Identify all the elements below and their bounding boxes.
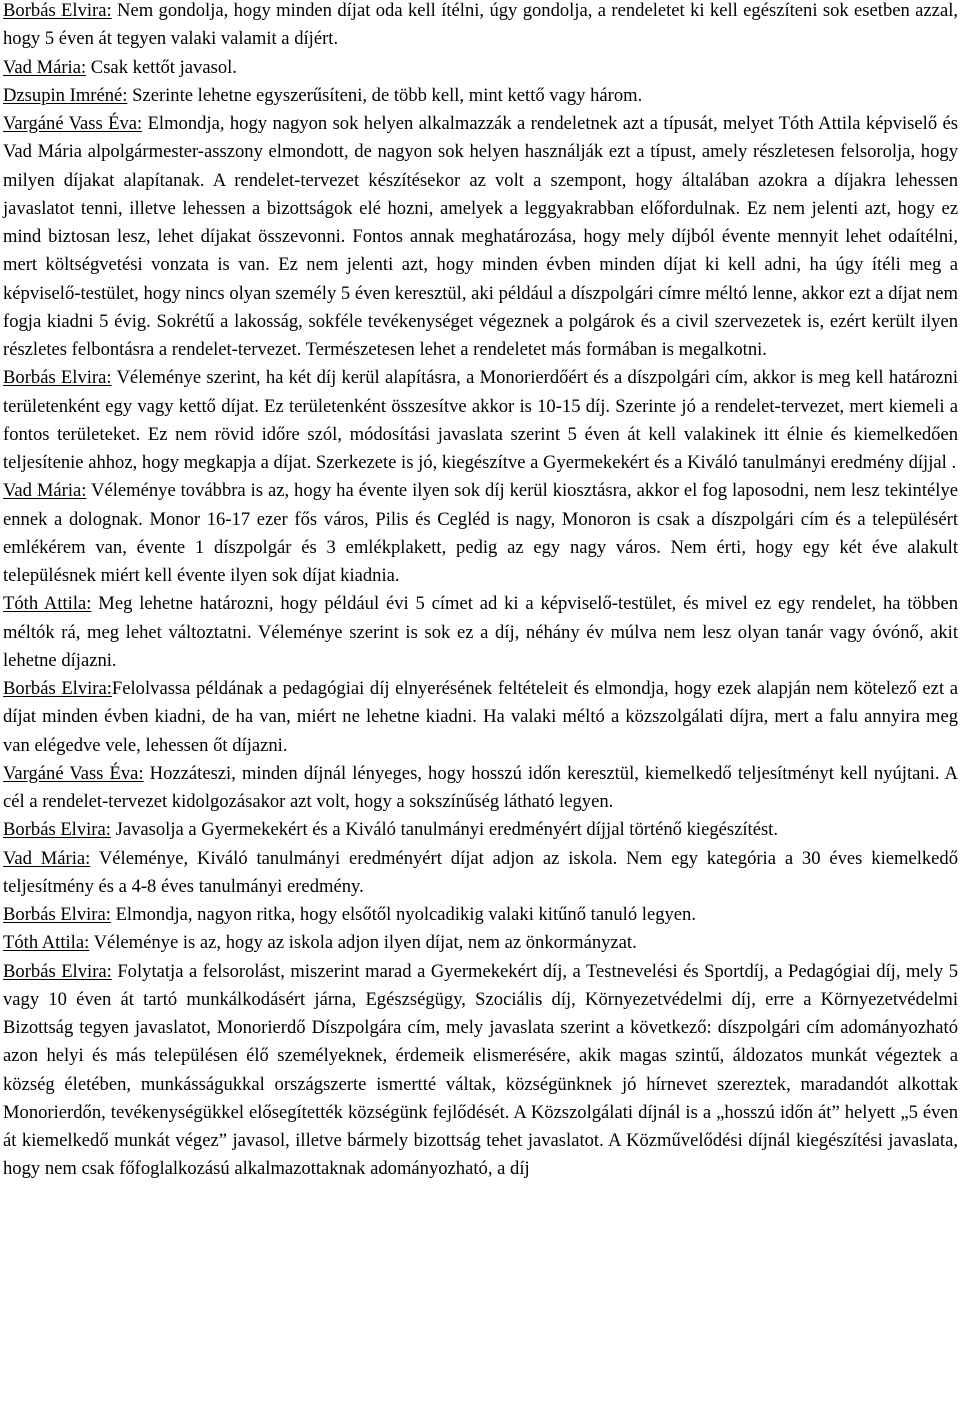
paragraph	[3, 760, 958, 817]
paragraph	[3, 0, 958, 54]
speaker-name: Vad Mária:	[3, 56, 87, 78]
speaker-name: Vargáné Vass Éva:	[3, 762, 144, 784]
speaker-name: Tóth Attila:	[3, 932, 90, 954]
speaker-name: Vad Mária:	[3, 480, 87, 502]
paragraph	[3, 477, 958, 590]
paragraph-text: Javasolja a Gyermekekért és a Kiváló tanulmányi eredményért díjjal történő kiegészítést.	[115, 819, 778, 841]
paragraph	[3, 675, 958, 760]
speaker-name: Borbás Elvira:	[3, 678, 112, 699]
speaker-name: Vad Mária:	[3, 847, 91, 869]
paragraph-text: Véleménye is az, hogy az iskola adjon ilyen díjat, nem az önkormányzat.	[93, 932, 637, 954]
speaker-name: Borbás Elvira:	[3, 960, 112, 982]
speaker-name: Borbás Elvira:	[3, 367, 112, 389]
paragraph-text: Elmondja, hogy nagyon sok helyen alkalmazzák a rendeletnek azt a típusát, melyet Tóth Attila képviselő és Vad Mária alpolgármester-asszony elmondott, de nagyon sok helyen használják ezt a típust, amely részletesen felsorolja, hogy milyen díjakat alapítanak. A rendelet-tervezet készítésekor az volt a szempont, hogy általában azokra a díjakra lehessen javaslatot tenni, illetve lehessen a bizottságok elé hozni, amelyek a leggyakrabban előfordulnak. Ez nem jelenti azt, hogy ez mind biztosan lesz, lehet díjakat összevonni. Fontos annak meghatározása, hogy mely díjból évente mennyit lehet odaítélni, mert költségvetési vonzata is van. Ez nem jelenti azt, hogy minden évben minden díjat ki kell adni, ha úgy ítéli meg a képviselő-testület, hogy nincs olyan személy 5 éven keresztül, aki például a díszpolgári címre méltó lenne, akkor ezt a díjat nem fogja kiadni 5 évig. Sokrétű a lakosság, sokféle tevékenységet végeznek a polgárok és a civil szervezetek is, ezért került ilyen részletes felbontásra a rendelet-tervezet. Természetesen lehet a rendeletet más formában is megalkotni.	[3, 113, 959, 360]
speaker-name: Dzsupin Imréné:	[3, 84, 128, 106]
paragraph-text: Véleménye, Kiváló tanulmányi eredményért díjat adjon az iskola. Nem egy kategória a 30 éves kiemelkedő teljesítmény és a 4-8 éves tanulmányi eredmény.	[3, 847, 959, 897]
paragraph-text: Felolvassa példának a pedagógiai díj elnyerésének feltételeit és elmondja, hogy ezek alapján nem kötelező ezt a díjat minden évben kiadni, de ha van, miért ne lehetne kiadni. Ha valaki méltó a közszolgálati díjra, mert a falu annyira meg van elégedve vele, lehessen őt díjazni.	[3, 678, 958, 756]
paragraph-text: Meg lehetne határozni, hogy például évi 5 címet ad ki a képviselő-testület, és mivel ez egy rendelet, ha többen méltók rá, meg lehet változtatni. Véleménye szerint is sok ez a díj, néhány év múlva nem lesz olyan tanár vagy óvónő, akit lehetne díjazni.	[3, 593, 958, 671]
paragraph-text: Véleménye továbbra is az, hogy ha évente ilyen sok díj kerül kiosztásra, akkor el fog laposodni, nem lesz tekintélye ennek a dolognak. Monor 16-17 ezer fős város, Pilis és Cegléd is nagy, Monoron is csak a díszpolgári cím és a településért emlékérem van, évente 1 díszpolgár és 3 emlékplakett, pedig az egy nagy város. Nem érti, hogy egy két éve alakult településnek miért kell évente ilyen sok díjat kiadnia.	[3, 480, 958, 586]
speaker-name: Borbás Elvira:	[3, 0, 112, 21]
speaker-name: Tóth Attila:	[3, 593, 92, 615]
paragraph	[3, 364, 958, 477]
paragraph	[3, 110, 958, 364]
speaker-name: Borbás Elvira:	[3, 904, 111, 925]
paragraph	[3, 82, 958, 110]
speaker-gap	[90, 848, 99, 869]
paragraph	[3, 816, 958, 844]
paragraph-text: Hozzáteszi, minden díjnál lényeges, hogy hosszú időn keresztül, kiemelkedő teljesítményt kell nyújtani. A cél a rendelet-tervezet kidolgozásakor azt volt, hogy a sokszínűség látható legyen.	[3, 762, 958, 812]
paragraph	[3, 929, 958, 957]
paragraph-text: Folytatja a felsorolást, miszerint marad a Gyermekekért díj, a Testnevelési és Sportdíj, a Pedagógiai díj, mely 5 vagy 10 éven át tartó munkálkodásért járna, Egészségügy, Szociális díj, Környezetvédelmi díj, erre a Környezetvédelmi Bizottság tegyen javaslatot, Monorierdő Díszpolgára cím, mely javaslata szerint a következő: díszpolgári cím adományozható azon helyi és más településen élő személyeknek, érdemeik elismerésére, akik magas szintű, áldozatos munkát végeztek a község életében, munkásságukkal országszerte ismertté váltak, községünknek jó hírnevet szereztek, maradandót alkottak Monorierdőn, tevékenységükkel elősegítették községünk fejlődését. A Közszolgálati díjnál is a „hosszú időn át” helyett „5 éven át kiemelkedő munkát végez” javasol, illetve bármely bizottság tehet javaslatot. A Közművelődési díjnál kiegészítési javaslata, hogy nem csak főfoglalkozású alkalmazottaknak adományozható, a díj	[3, 960, 958, 1180]
paragraph-text: Csak kettőt javasol.	[90, 56, 237, 78]
paragraph	[3, 958, 958, 1184]
paragraph-text: Elmondja, nagyon ritka, hogy elsőtől nyolcadikig valaki kitűnő tanuló legyen.	[115, 904, 697, 925]
paragraph-text: Véleménye szerint, ha két díj kerül alapításra, a Monorierdőért és a díszpolgári cím, akkor is meg kell határozni területenként egy vagy kettő díjat. Ez területenként összesítve akkor is 10-15 díj. Szerinte jó a rendelet-tervezet, mert kiemeli a fontos területeket. Ez nem rövid időre szól, módosítási javaslata szerint 5 éven át kell valakinek itt élnie és kiemelkedően teljesítenie ahhoz, hogy megkapja a díjat. Szerkezete is jó, kiegészítve a Gyermekekért és a Kiváló tanulmányi eredmény díjjal .	[3, 367, 958, 473]
speaker-name: Vargáné Vass Éva:	[3, 113, 143, 134]
paragraph-text: Szerinte lehetne egyszerűsíteni, de több kell, mint kettő vagy három.	[132, 84, 643, 106]
paragraph	[3, 54, 958, 82]
speaker-name: Borbás Elvira:	[3, 819, 111, 841]
paragraph	[3, 845, 958, 902]
paragraph	[3, 901, 958, 929]
paragraph-text: Nem gondolja, hogy minden díjat oda kell ítélni, úgy gondolja, a rendeletet ki kell egészíteni sok esetben azzal, hogy 5 éven át tegyen valaki valamit a díjért.	[3, 0, 959, 50]
paragraph	[3, 590, 958, 675]
